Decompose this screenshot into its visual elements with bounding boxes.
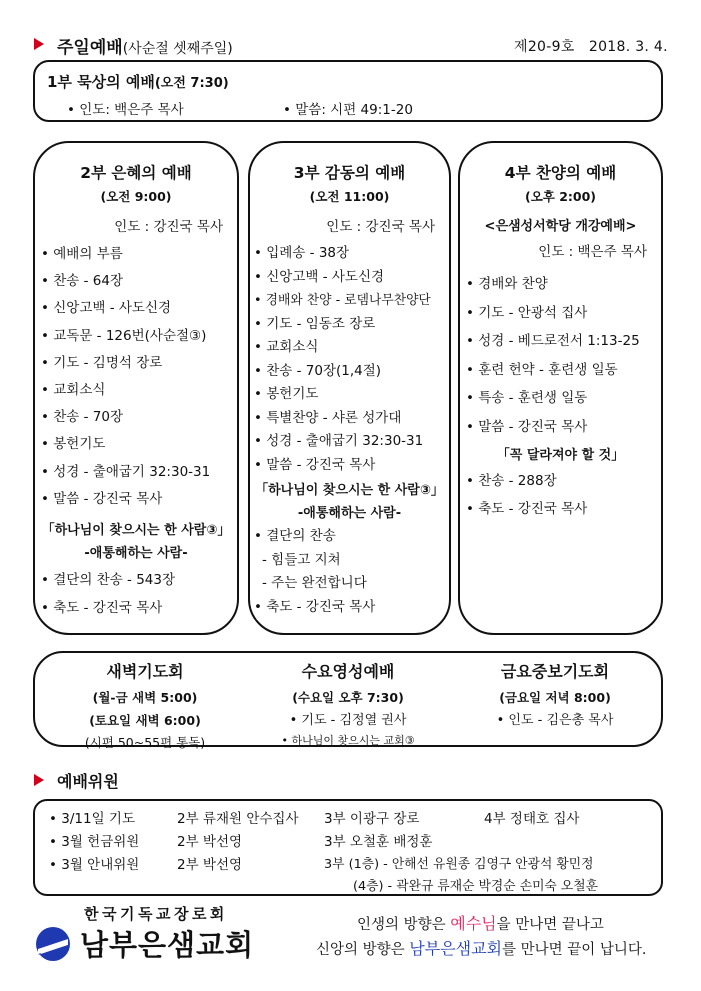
- title-main: 주일예배: [57, 38, 123, 58]
- service-3-closing-hymn: [254, 525, 449, 549]
- first-service-scripture: • 말씀: 시편 49:1-20: [283, 102, 413, 118]
- order-item: • 성경 - 베드로전서 1:13-25: [466, 327, 661, 356]
- denomination-name: 한국기독교장로회: [84, 905, 228, 923]
- service-3-title: 3부 감동의 예배: [293, 164, 406, 182]
- hymn-title-line: - 주는 완전합니다: [262, 575, 367, 591]
- dawn-prayer-title: 새벽기도회: [106, 662, 184, 681]
- committee-heading: 예배위원: [57, 772, 119, 791]
- committee-member: 4부 정태호 집사: [484, 811, 580, 827]
- first-service-time: (오전 7:30): [154, 76, 229, 91]
- order-item: • 축도 - 강진국 목사: [41, 595, 237, 623]
- service-2-order: [41, 241, 237, 513]
- friday-leader-text: 인도 - 김은총 목사: [508, 713, 614, 728]
- order-item: • 신앙고백 - 사도신경: [41, 295, 237, 322]
- order-item: • 봉헌기도: [254, 383, 449, 407]
- sermon-title: 「꼭 달라져야 할 것」: [496, 447, 625, 463]
- committee-row: [49, 853, 594, 873]
- service-2-title: 2부 은혜의 예배: [80, 164, 192, 182]
- sermon-subtitle: -애통해하는 사람-: [84, 546, 188, 562]
- friday-prayer-leader: • 인도 - 김은총 목사: [496, 713, 614, 728]
- order-item: • 성경 - 출애굽기 32:30-31: [41, 459, 237, 486]
- service-column-4: [458, 141, 663, 635]
- title-sub: (사순절 셋째주일): [122, 41, 233, 57]
- service-3-time: (오전 11:00): [309, 189, 390, 204]
- issue-date: 2018. 3. 4.: [588, 39, 668, 55]
- first-service-leader-text: 인도: 백은주 목사: [79, 102, 184, 118]
- service-4-time: (오후 2:00): [524, 189, 597, 204]
- service-column-3: [248, 141, 451, 635]
- order-item: • 신앙고백 - 사도신경: [254, 266, 449, 290]
- committee-member: 3부 오철훈 배정훈: [324, 834, 433, 850]
- wednesday-worship-sermon: • 하나님이 찾으시는 교회③: [281, 734, 415, 747]
- service-column-2: [33, 141, 239, 635]
- committee-role-text: 3월 헌금위원: [61, 834, 140, 850]
- hymn-title-line: - 힘들고 지쳐: [262, 551, 341, 568]
- committee-role: • 3월 안내위원: [49, 857, 140, 873]
- friday-prayer: [455, 659, 655, 728]
- committee-role-text: 3/11일 기도: [61, 811, 135, 827]
- slogan-line-2: [316, 936, 647, 959]
- committee-role: • 3/11일 기도: [49, 811, 135, 827]
- weekday-meetings-box: [33, 651, 663, 750]
- sermon-subtitle: -애통해하는 사람-: [297, 506, 402, 521]
- order-item: • 교회소식: [254, 336, 449, 360]
- hymn-titles: [262, 549, 449, 596]
- order-item: • 말씀 - 강진국 목사: [41, 486, 237, 513]
- friday-prayer-time: (금요일 저녁 8:00): [499, 690, 611, 705]
- service-2-closing: [41, 567, 237, 622]
- bullet-triangle-icon: [34, 38, 44, 50]
- committee-member: 3부 이광구 장로: [324, 811, 420, 827]
- committee-row: [49, 807, 579, 827]
- wednesday-sermon-text: 하나님이 찾으시는 교회③: [291, 734, 415, 747]
- service-3-leader: 인도 : 강진국 목사: [326, 219, 435, 235]
- service-4-order: [466, 270, 661, 442]
- sermon-title: 「하나님이 찾으시는 한 사람③」: [255, 483, 444, 498]
- dawn-prayer-saturday-time: (토요일 새벽 6:00): [89, 713, 201, 728]
- wednesday-worship-prayer: • 기도 - 김정열 권사: [289, 713, 407, 728]
- committee-role: • 3월 헌금위원: [49, 834, 140, 850]
- first-service-heading: [47, 71, 229, 92]
- slogan-text: 신앙의 방향은: [316, 942, 410, 958]
- issue-number: 제20-9호: [514, 39, 575, 55]
- order-item: • 결단의 찬송 - 543장: [41, 567, 237, 595]
- bullet-triangle-icon: [34, 774, 44, 786]
- order-item: • 성경 - 출애굽기 32:30-31: [254, 430, 449, 454]
- committee-member: 3부 (1층) - 안해선 유원종 김영구 안광석 황민정: [324, 857, 594, 872]
- slogan-highlight: 남부은샘교회: [409, 939, 503, 958]
- friday-prayer-title: 금요중보기도회: [500, 662, 610, 681]
- order-item: • 입례송 - 38장: [254, 242, 449, 266]
- order-item: • 찬송 - 288장: [466, 467, 661, 496]
- slogan-text: 인생의 방향은: [357, 917, 451, 933]
- order-item: • 말씀 - 강진국 목사: [466, 413, 661, 442]
- order-item: • 교독문 - 126번(사순절③): [41, 323, 237, 350]
- order-item: • 결단의 찬송: [254, 525, 449, 549]
- first-service-title: 1부 묵상의 예배: [47, 73, 155, 91]
- order-item: • 예배의 부름: [41, 241, 237, 268]
- order-item: • 특송 - 훈련생 일동: [466, 384, 661, 413]
- order-item: • 경배와 찬양 - 로뎀나무찬양단: [254, 289, 449, 313]
- dawn-prayer-weekday-time: (월-금 새벽 5:00): [92, 690, 198, 705]
- church-name: 남부은샘교회: [80, 928, 255, 962]
- order-item: • 훈련 헌약 - 훈련생 일동: [466, 356, 661, 385]
- slogan-text: 를 만나면 끝이 납니다.: [502, 942, 647, 958]
- committee-member: 2부 박선영: [177, 857, 243, 873]
- first-service-scripture-text: 말씀: 시편 49:1-20: [295, 102, 413, 118]
- church-logo-icon: [34, 925, 72, 963]
- first-service-leader: • 인도: 백은주 목사: [67, 102, 184, 118]
- committee-member: 2부 류재원 안수집사: [177, 811, 299, 827]
- order-item: • 찬송 - 70장: [41, 404, 237, 431]
- special-event-title: <은샘성서학당 개강예배>: [484, 219, 637, 234]
- service-2-time: (오전 9:00): [100, 189, 172, 204]
- wednesday-worship-time: (수요일 오후 7:30): [292, 690, 404, 705]
- dawn-prayer-reading: (시편 50~55편 통독): [84, 735, 206, 750]
- first-service-box: [33, 60, 663, 122]
- service-3-order: [254, 242, 449, 477]
- committee-row: [49, 830, 432, 850]
- order-item: • 특별찬양 - 샤론 성가대: [254, 407, 449, 431]
- wednesday-worship-title: 수요영성예배: [301, 662, 395, 681]
- order-item: • 기도 - 안광석 집사: [466, 299, 661, 328]
- order-item: • 교회소식: [41, 377, 237, 404]
- committee-row-extra: (4층) - 곽완규 류재순 박경순 손미숙 오철훈: [353, 879, 598, 894]
- committee-box: [33, 799, 663, 896]
- service-4-leader: 인도 : 백은주 목사: [538, 244, 647, 260]
- order-item: • 말씀 - 강진국 목사: [254, 454, 449, 478]
- order-item: • 봉헌기도: [41, 431, 237, 458]
- sermon-title: 「하나님이 찾으시는 한 사람③」: [41, 523, 231, 539]
- dawn-prayer: [45, 659, 245, 751]
- wednesday-worship: [253, 659, 443, 748]
- order-item: • 찬송 - 64장: [41, 268, 237, 295]
- committee-member: 2부 박선영: [177, 834, 243, 850]
- order-item: • 찬송 - 70장(1,4절): [254, 360, 449, 384]
- service-4-title: 4부 찬양의 예배: [504, 164, 617, 182]
- issue-info: [514, 36, 668, 56]
- slogan-highlight: 예수님: [450, 914, 497, 933]
- order-item: • 기도 - 김명석 장로: [41, 350, 237, 377]
- order-item: • 축도 - 강진국 목사: [466, 495, 661, 524]
- service-2-leader: 인도 : 강진국 목사: [114, 219, 223, 235]
- service-3-benediction: [254, 596, 449, 620]
- wednesday-prayer-text: 기도 - 김정열 권사: [301, 713, 407, 728]
- page-title: [57, 33, 233, 58]
- slogan-text: 을 만나면 끝나고: [496, 917, 604, 933]
- order-item: • 경배와 찬양: [466, 270, 661, 299]
- order-item: • 축도 - 강진국 목사: [254, 596, 449, 620]
- order-item: • 기도 - 임동조 장로: [254, 313, 449, 337]
- slogan-line-1: [357, 911, 604, 934]
- committee-role-text: 3월 안내위원: [61, 857, 140, 873]
- service-4-closing: [466, 467, 661, 524]
